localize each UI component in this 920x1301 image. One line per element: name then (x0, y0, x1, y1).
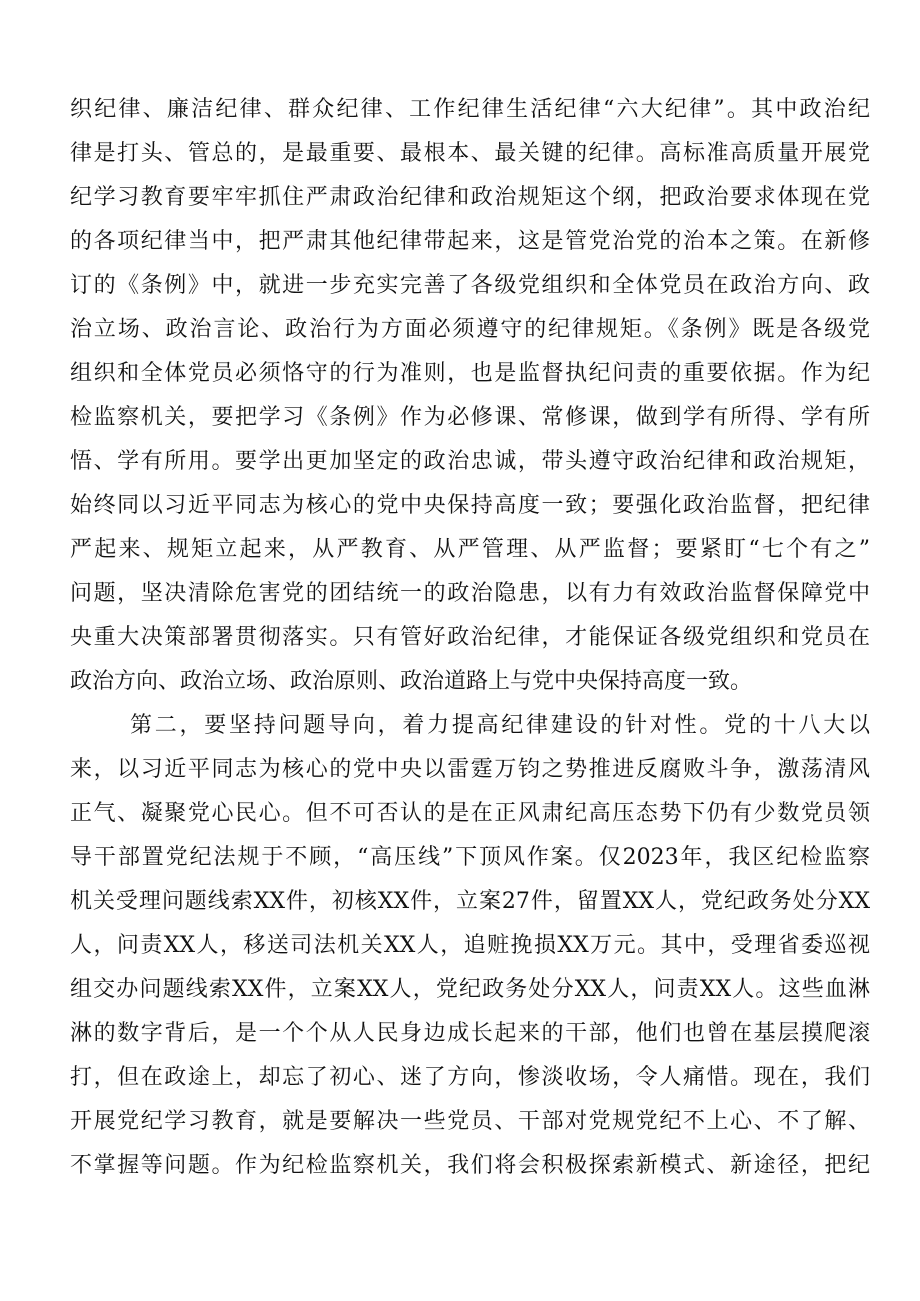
text-line: 的各项纪律当中，把严肃其他纪律带起来，这是管党治党的治本之策。在新修 (70, 229, 870, 254)
text-line: 织纪律、廉洁纪律、群众纪律、工作纪律生活纪律“六大纪律”。其中政治纪 (70, 97, 870, 122)
text-line: 正气、凝聚党心民心。但不可否认的是在正风肃纪高压态势下仍有少数党员领 (70, 801, 870, 826)
text-line: 组交办问题线索XX件，立案XX人，党纪政务处分XX人，问责XX人。这些血淋 (70, 977, 870, 1002)
text-line: 央重大决策部署贯彻落实。只有管好政治纪律，才能保证各级党组织和党员在 (70, 625, 870, 650)
text-line: 导干部置党纪法规于不顾，“高压线”下顶风作案。仅2023年，我区纪检监察 (70, 845, 870, 870)
text-line: 机关受理问题线索XX件，初核XX件，立案27件，留置XX人，党纪政务处分XX (70, 889, 870, 914)
text-line: 人，问责XX人，移送司法机关XX人，追赃挽损XX万元。其中，受理省委巡视 (70, 933, 870, 958)
text-line: 纪学习教育要牢牢抓住严肃政治纪律和政治规矩这个纲，把政治要求体现在党 (70, 185, 870, 210)
text-line: 严起来、规矩立起来，从严教育、从严管理、从严监督；要紧盯“七个有之” (70, 537, 870, 562)
paragraph-first-line: 第二，要坚持问题导向，着力提高纪律建设的针对性。党的十八大以 (130, 713, 870, 738)
text-line: 问题，坚决清除危害党的团结统一的政治隐患，以有力有效政治监督保障党中 (70, 581, 870, 606)
text-line: 淋的数字背后，是一个个从人民身边成长起来的干部，他们也曾在基层摸爬滚 (70, 1021, 870, 1046)
text-line: 来，以习近平同志为核心的党中央以雷霆万钧之势推进反腐败斗争，激荡清风 (70, 757, 870, 782)
text-line: 治立场、政治言论、政治行为方面必须遵守的纪律规矩。《条例》既是各级党 (70, 317, 870, 342)
text-line: 组织和全体党员必须恪守的行为准则，也是监督执纪问责的重要依据。作为纪 (70, 361, 870, 386)
text-line: 律是打头、管总的，是最重要、最根本、最关键的纪律。高标准高质量开展党 (70, 141, 870, 166)
text-line: 检监察机关，要把学习《条例》作为必修课、常修课，做到学有所得、学有所 (70, 405, 870, 430)
text-line: 打，但在政途上，却忘了初心、迷了方向，惨淡收场，令人痛惜。现在，我们 (70, 1065, 870, 1090)
text-line: 悟、学有所用。要学出更加坚定的政治忠诚，带头遵守政治纪律和政治规矩， (70, 449, 870, 474)
text-line: 订的《条例》中，就进一步充实完善了各级党组织和全体党员在政治方向、政 (70, 273, 870, 298)
paragraph-last-line: 政治方向、政治立场、政治原则、政治道路上与党中央保持高度一致。 (70, 669, 753, 694)
text-line: 不掌握等问题。作为纪检监察机关，我们将会积极探索新模式、新途径，把纪 (70, 1153, 870, 1178)
document-body (70, 88, 870, 1188)
text-line: 开展党纪学习教育，就是要解决一些党员、干部对党规党纪不上心、不了解、 (70, 1109, 870, 1134)
text-line: 始终同以习近平同志为核心的党中央保持高度一致；要强化政治监督，把纪律 (70, 493, 870, 518)
